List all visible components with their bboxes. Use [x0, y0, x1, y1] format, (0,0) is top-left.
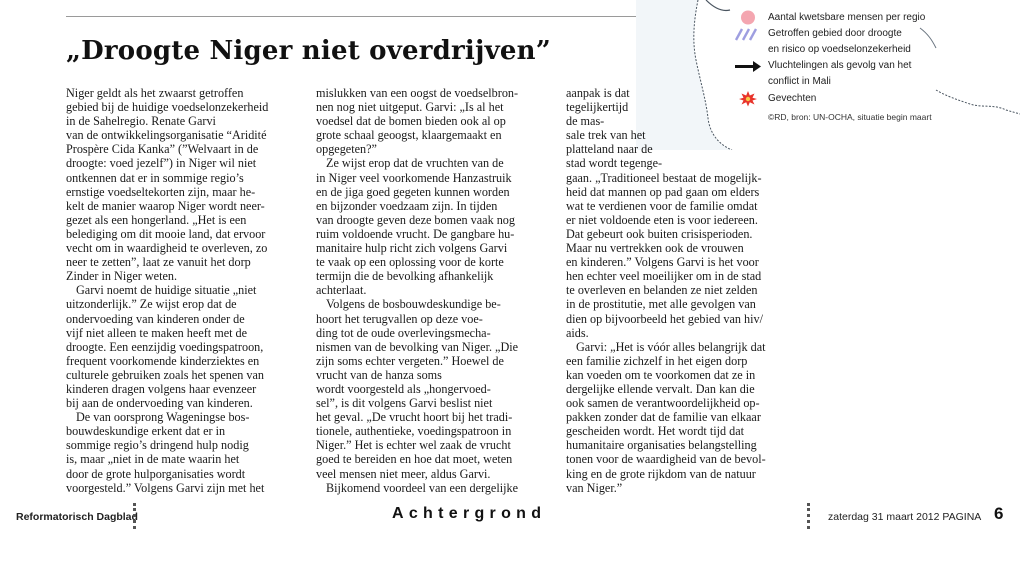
article-line: dien op bijvoorbeeld het gebied van hiv/ — [566, 311, 763, 326]
page-footer — [0, 500, 1020, 540]
article-line: bouwdeskundige erkent dat er in — [66, 424, 226, 439]
article-line: wordt voorgesteld als „hongervoed- — [316, 381, 491, 396]
article-line: heid dat mannen op pad gaan om elders — [566, 184, 760, 199]
legend-label-fighting: Gevechten — [768, 93, 817, 104]
article-line: Garvi noemt de huidige situatie „niet — [76, 283, 257, 298]
article-line: ontkennen dat er in sommige regio’s — [66, 170, 244, 185]
issue-date-label: zaterdag 31 maart 2012 PAGINA — [828, 511, 982, 523]
article-line: mislukken van een oogst de voedselbron- — [316, 86, 519, 100]
article-line: tonen voor de waardigheid van de bevol- — [566, 452, 766, 467]
page-number: 6 — [994, 504, 1004, 523]
article-line: sel”, is dit volgens Garvi beslist niet — [316, 396, 493, 411]
article-line: ruim voldoende vrucht. De gangbare hu- — [316, 226, 515, 241]
article-line: aids. — [566, 325, 589, 340]
article-line: gezet als een hongerland. „Het is een — [66, 212, 247, 227]
article-line: king en de grote rijkdom van de natuur — [566, 466, 756, 481]
article-line: Prospère Cida Kanka” (”Welvaart in de — [66, 142, 259, 157]
article-line: Volgens de bosbouwdeskundige be- — [326, 297, 501, 312]
article-line: termijn die de bevolking afhankelijk — [316, 269, 494, 284]
article-line: voorgesteld.” Volgens Garvi zijn met het — [66, 480, 265, 495]
article-line: voedsel dat de bomen bieden ook al op — [316, 114, 506, 129]
article-line: platteland naar de — [566, 142, 653, 157]
article-line: Bijkomend voordeel van een dergelijke — [326, 480, 519, 495]
article-line: Zinder in Niger weten. — [66, 269, 178, 284]
article-column-2 — [316, 86, 556, 495]
article-line: hoort het terugvallen op deze voe- — [316, 311, 483, 326]
article-line: droogte. Een eenzijdig voedingspatroon, — [66, 339, 264, 354]
article-line: Niger geldt als het zwaarst getroffen — [66, 86, 244, 100]
legend-label-refugees-2: conflict in Mali — [768, 76, 831, 87]
article-line: en de jiga goed gegeten kunnen worden — [316, 184, 510, 199]
article-line: vijf niet alleen te maken heeft met de — [66, 325, 248, 340]
article-line: ondervoeding van kinderen onder de — [66, 311, 245, 326]
article-line: te overleven en belanden ze niet zelden — [566, 283, 758, 298]
article-line: sale trek van het — [566, 128, 646, 143]
article-line: ernstige voedseltekorten zijn, maar he- — [66, 184, 256, 199]
article-line: vrucht van de hanza soms — [316, 367, 442, 382]
article-line: droogte: voed jezelf”) in Niger wil niet — [66, 156, 257, 171]
article-line: vecht om in waardigheid te overleven, zo — [66, 241, 268, 256]
article-line: pakken zonder dat de familie van elkaar — [566, 410, 761, 425]
article-line: grote schaal geoogst, klaargemaakt en — [316, 128, 502, 143]
article-line: kelt de manier waarop Niger wordt neer- — [66, 198, 265, 213]
article-line: is, maar „niet in de mate waarin het — [66, 452, 240, 467]
article-line: kan voeden om te voorkomen dat ze in — [566, 367, 756, 382]
legend-label-affected-1: Getroffen gebied door droogte — [768, 28, 902, 39]
article-line: tegelijkertijd — [566, 100, 629, 115]
article-line: gebied bij de huidige voedselonzekerheid — [66, 100, 269, 115]
article-line: Garvi: „Het is vóór alles belangrijk dat — [576, 339, 766, 354]
article-line: goed te bereiden en hoe dat moet, weten — [316, 452, 513, 467]
article-line: er niet voldoende eten is voor iedereen. — [566, 212, 758, 227]
article-column-3 — [566, 86, 806, 495]
article-line: in de Sahelregio. Renate Garvi — [66, 114, 216, 129]
map-region-line — [706, 0, 730, 11]
article-line: wat te verdienen voor de familie omdat — [566, 198, 758, 213]
newspaper-name: Reformatorisch Dagblad — [16, 511, 138, 523]
article-headline: „Droogte Niger niet overdrijven” — [66, 36, 551, 66]
article-line: in Niger veel voorkomende Hanzastruik — [316, 170, 512, 185]
article-line: achterlaat. — [316, 283, 367, 298]
article-line: bij aan de ondervoeding van kinderen. — [66, 396, 253, 411]
article-line: Maar nu vertrekken ook de vrouwen — [566, 241, 744, 256]
article-line: ding tot de oude overlevingsmecha- — [316, 325, 491, 340]
article-line: van de ontwikkelingsorganisatie “Aridité — [66, 128, 267, 143]
article-line: nen nog niet uitgeput. Garvi: „Is al het — [316, 100, 504, 115]
section-title: Achtergrond — [392, 505, 547, 522]
article-line: een familie zichzelf in het eigen dorp — [566, 353, 748, 368]
article-line: sommige regio’s dringend hulp nodig — [66, 438, 249, 453]
article-line: humanitaire organisaties belangstelling — [566, 438, 757, 453]
article-line: in de prostitutie, met alle gevolgen van — [566, 297, 756, 312]
article-line: belediging om dit mooie land, dat ervoor — [66, 226, 266, 241]
legend-label-affected-2: en risico op voedselonzekerheid — [768, 44, 911, 55]
footer-dotted-divider-left — [133, 503, 137, 529]
article-line: gescheiden wordt. Het wordt tijd dat — [566, 424, 745, 439]
legend-item-vulnerable — [730, 9, 1000, 26]
article-line: nismen van de bevolking van Niger. „Die — [316, 339, 519, 354]
article-line: van droogte geven deze bomen vaak nog — [316, 212, 515, 227]
article-line: Dat gebeurt ook buiten crisisperioden. — [566, 226, 753, 241]
article-line: kinderen dragen volgens haar evenzeer — [66, 381, 257, 396]
article-line: dergelijke ellende vervalt. Dan kan die — [566, 381, 755, 396]
article-line: het geval. „De vrucht hoort bij het tradi- — [316, 410, 513, 425]
article-line: De van oorsprong Wageningse bos- — [76, 410, 250, 425]
article-line: Niger.” Het is echter wel zaak de vrucht — [316, 438, 511, 453]
article-line: hen echter veel moeilijker om in de stad — [566, 269, 762, 284]
top-rule — [66, 16, 638, 17]
article-line: en kinderen.” Volgens Garvi is het voor — [566, 255, 759, 270]
article-line: manitaire hulp richt zich volgens Garvi — [316, 241, 508, 256]
article-line: gaan. „Traditioneel bestaat de mogelijk- — [566, 170, 762, 185]
article-line: neer te zetten”, laat ze vanuit het dorp — [66, 255, 251, 270]
legend-label-refugees-1: Vluchtelingen als gevolg van het — [768, 60, 912, 71]
article-line: stad wordt tegenge- — [566, 156, 663, 171]
article-column-1 — [66, 86, 306, 495]
article-line: aanpak is dat — [566, 86, 630, 100]
article-line: veel mensen niet meer, aldus Garvi. — [316, 466, 491, 481]
article-line: de mas- — [566, 114, 605, 129]
legend-label-vulnerable: Aantal kwetsbare mensen per regio — [768, 12, 926, 23]
article-line: culturele gebruiken zoals het spenen van — [66, 367, 264, 382]
article-line: zijn soms echter vergeten.” Hoewel de — [316, 353, 504, 368]
article-line: en bijzonder voedzaam zijn. In tijden — [316, 198, 498, 213]
refugee-flow-arrow-icon — [734, 58, 762, 75]
article-line: opgegeten?” — [316, 142, 377, 157]
map-source-credit: ©RD, bron: UN-OCHA, situatie begin maart — [768, 112, 932, 122]
footer-dotted-divider-right — [807, 503, 811, 529]
article-line: tionele, authentieke, voedingspatroon in — [316, 424, 512, 439]
article-line: door de grote hulporganisaties wordt — [66, 466, 246, 481]
legend-item-affected-area — [730, 26, 1000, 58]
article-line: van Niger.” — [566, 480, 623, 495]
article-line: ook samen de verantwoordelijkheid op- — [566, 396, 760, 411]
article-line: frequent voorkomende kinderziektes en — [66, 353, 260, 368]
article-line: te vaak op een oplossing voor de korte — [316, 255, 504, 270]
article-line: uitzonderlijk.” Ze wijst erop dat de — [66, 297, 237, 312]
article-line: Ze wijst erop dat de vruchten van de — [326, 156, 504, 171]
affected-area-hatch-icon — [734, 26, 762, 43]
vulnerable-people-circle-icon — [734, 9, 762, 26]
